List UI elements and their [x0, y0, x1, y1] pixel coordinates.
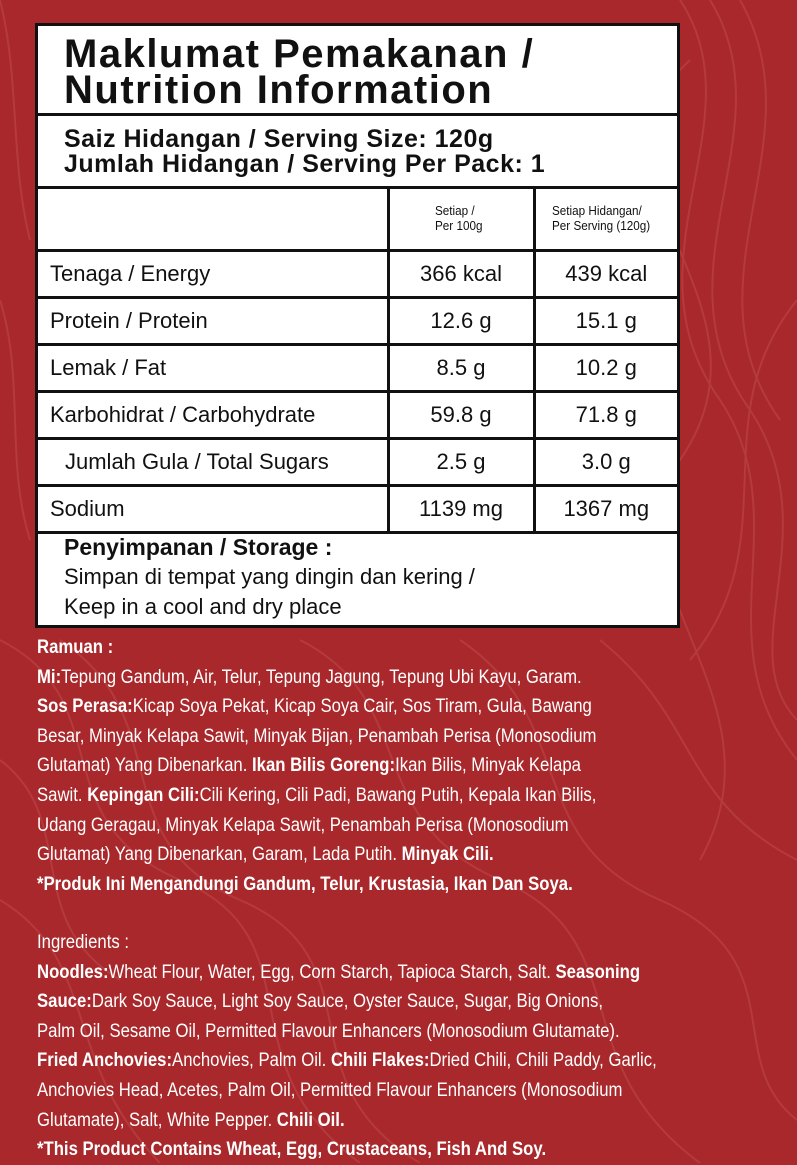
- allergen-warning-english: *This Product Contains Wheat, Egg, Crustaceans, Fish And Soy.: [37, 1139, 547, 1161]
- storage-line-2: Keep in a cool and dry place: [64, 594, 342, 619]
- nutrient-per-100g: 1139 mg: [388, 486, 534, 533]
- ingredient-text: Cili Kering, Cili Padi, Bawang Putih, Kepala Ikan Bilis,: [199, 784, 597, 806]
- ingredient-heading: Seasoning: [555, 961, 641, 983]
- header-per-serving-line-2: Per Serving (120g): [551, 217, 650, 233]
- header-per-serving-line-1: Setiap Hidangan/: [551, 202, 642, 218]
- nutrient-label: Sodium: [38, 486, 388, 533]
- allergen-warning-malay: *Produk Ini Mengandungi Gandum, Telur, Krustasia, Ikan Dan Soya.: [37, 873, 573, 895]
- header-empty-cell: [38, 189, 388, 251]
- ingredient-text: Sawit.: [37, 784, 88, 806]
- ingredient-heading: Sauce:: [37, 991, 92, 1013]
- nutrition-panel: [35, 23, 680, 628]
- nutrient-per-serving: 3.0 g: [534, 439, 677, 486]
- ingredients-english: [37, 928, 701, 1165]
- table-row: [38, 345, 677, 392]
- ingredient-heading: Chili Flakes:: [330, 1050, 430, 1072]
- ingredient-text: Glutamate), Salt, White Pepper.: [37, 1109, 277, 1131]
- title-line-1: Maklumat Pemakanan /: [64, 32, 535, 76]
- nutrient-per-100g: 59.8 g: [388, 392, 534, 439]
- ingredient-text: Ikan Bilis, Minyak Kelapa: [395, 755, 581, 777]
- ingredient-heading: Noodles:: [37, 961, 109, 983]
- ingredient-text: Udang Geragau, Minyak Kelapa Sawit, Penambah Perisa (Monosodium: [37, 814, 569, 836]
- nutrient-per-100g: 2.5 g: [388, 439, 534, 486]
- ingredient-text: Kicap Soya Pekat, Kicap Soya Cair, Sos Tiram, Gula, Bawang: [132, 696, 592, 718]
- header-per-100g-line-1: Setiap /: [434, 202, 475, 218]
- ingredient-heading: Fried Anchovies:: [37, 1050, 173, 1072]
- storage-info: [38, 526, 677, 622]
- nutrient-per-serving: 1367 mg: [534, 486, 677, 533]
- table-row: [38, 439, 677, 486]
- nutrient-per-100g: 366 kcal: [388, 251, 534, 298]
- ingredient-heading: Minyak Cili.: [401, 844, 494, 866]
- nutrient-label: Lemak / Fat: [38, 345, 388, 392]
- nutrition-title: [38, 26, 677, 116]
- storage-label: Penyimpanan / Storage :: [64, 534, 333, 560]
- nutrient-label: Protein / Protein: [38, 298, 388, 345]
- ingredient-text: Wheat Flour, Water, Egg, Corn Starch, Tapioca Starch, Salt.: [108, 961, 556, 983]
- ingredient-heading: Chili Oil.: [276, 1109, 345, 1131]
- ingredients-english-title: Ingredients :: [37, 932, 130, 953]
- ingredient-text: Besar, Minyak Kelapa Sawit, Minyak Bijan, Penambah Perisa (Monosodium: [37, 725, 597, 747]
- nutrient-per-serving: 10.2 g: [534, 345, 677, 392]
- nutrient-per-serving: 439 kcal: [534, 251, 677, 298]
- ingredient-heading: Ikan Bilis Goreng:: [252, 755, 396, 777]
- ingredient-text: Palm Oil, Sesame Oil, Permitted Flavour Enhancers (Monosodium Glutamate).: [37, 1020, 620, 1042]
- ingredient-text: Glutamat) Yang Dibenarkan.: [37, 755, 253, 777]
- ingredient-text: Anchovies Head, Acetes, Palm Oil, Permitted Flavour Enhancers (Monosodium: [37, 1079, 623, 1101]
- header-per-100g: [388, 189, 534, 251]
- title-line-2: Nutrition Information: [64, 68, 494, 112]
- ingredient-heading: Mi:: [37, 666, 62, 688]
- nutrient-per-100g: 12.6 g: [388, 298, 534, 345]
- header-per-serving: [534, 189, 677, 251]
- table-row: [38, 392, 677, 439]
- ingredient-heading: Sos Perasa:: [37, 696, 133, 718]
- nutrient-per-serving: 15.1 g: [534, 298, 677, 345]
- nutrient-per-serving: 71.8 g: [534, 392, 677, 439]
- ingredient-text: Dried Chili, Chili Paddy, Garlic,: [429, 1050, 657, 1072]
- ingredient-text: Anchovies, Palm Oil.: [172, 1050, 331, 1072]
- ingredient-text: Glutamat) Yang Dibenarkan, Garam, Lada Putih.: [37, 844, 402, 866]
- header-per-100g-line-2: Per 100g: [434, 217, 483, 233]
- ingredient-text: Dark Soy Sauce, Light Soy Sauce, Oyster Sauce, Sugar, Big Onions,: [91, 991, 604, 1013]
- nutrition-table: [38, 189, 677, 534]
- serving-info: [38, 116, 677, 189]
- ingredient-text: Tepung Gandum, Air, Telur, Tepung Jagung, Tepung Ubi Kayu, Garam.: [61, 666, 582, 688]
- table-header-row: [38, 189, 677, 251]
- ingredients-malay-title: Ramuan :: [37, 637, 114, 658]
- storage-line-1: Simpan di tempat yang dingin dan kering /: [64, 564, 475, 589]
- serving-size: Saiz Hidangan / Serving Size: 120g: [64, 125, 494, 153]
- table-row: [38, 251, 677, 298]
- ingredients-malay: [37, 633, 701, 899]
- nutrient-per-100g: 8.5 g: [388, 345, 534, 392]
- table-row: [38, 298, 677, 345]
- serving-per-pack: Jumlah Hidangan / Serving Per Pack: 1: [64, 150, 546, 178]
- nutrient-label: Karbohidrat / Carbohydrate: [38, 392, 388, 439]
- ingredient-heading: Kepingan Cili:: [87, 784, 200, 806]
- nutrient-label: Jumlah Gula / Total Sugars: [38, 439, 388, 486]
- nutrient-label: Tenaga / Energy: [38, 251, 388, 298]
